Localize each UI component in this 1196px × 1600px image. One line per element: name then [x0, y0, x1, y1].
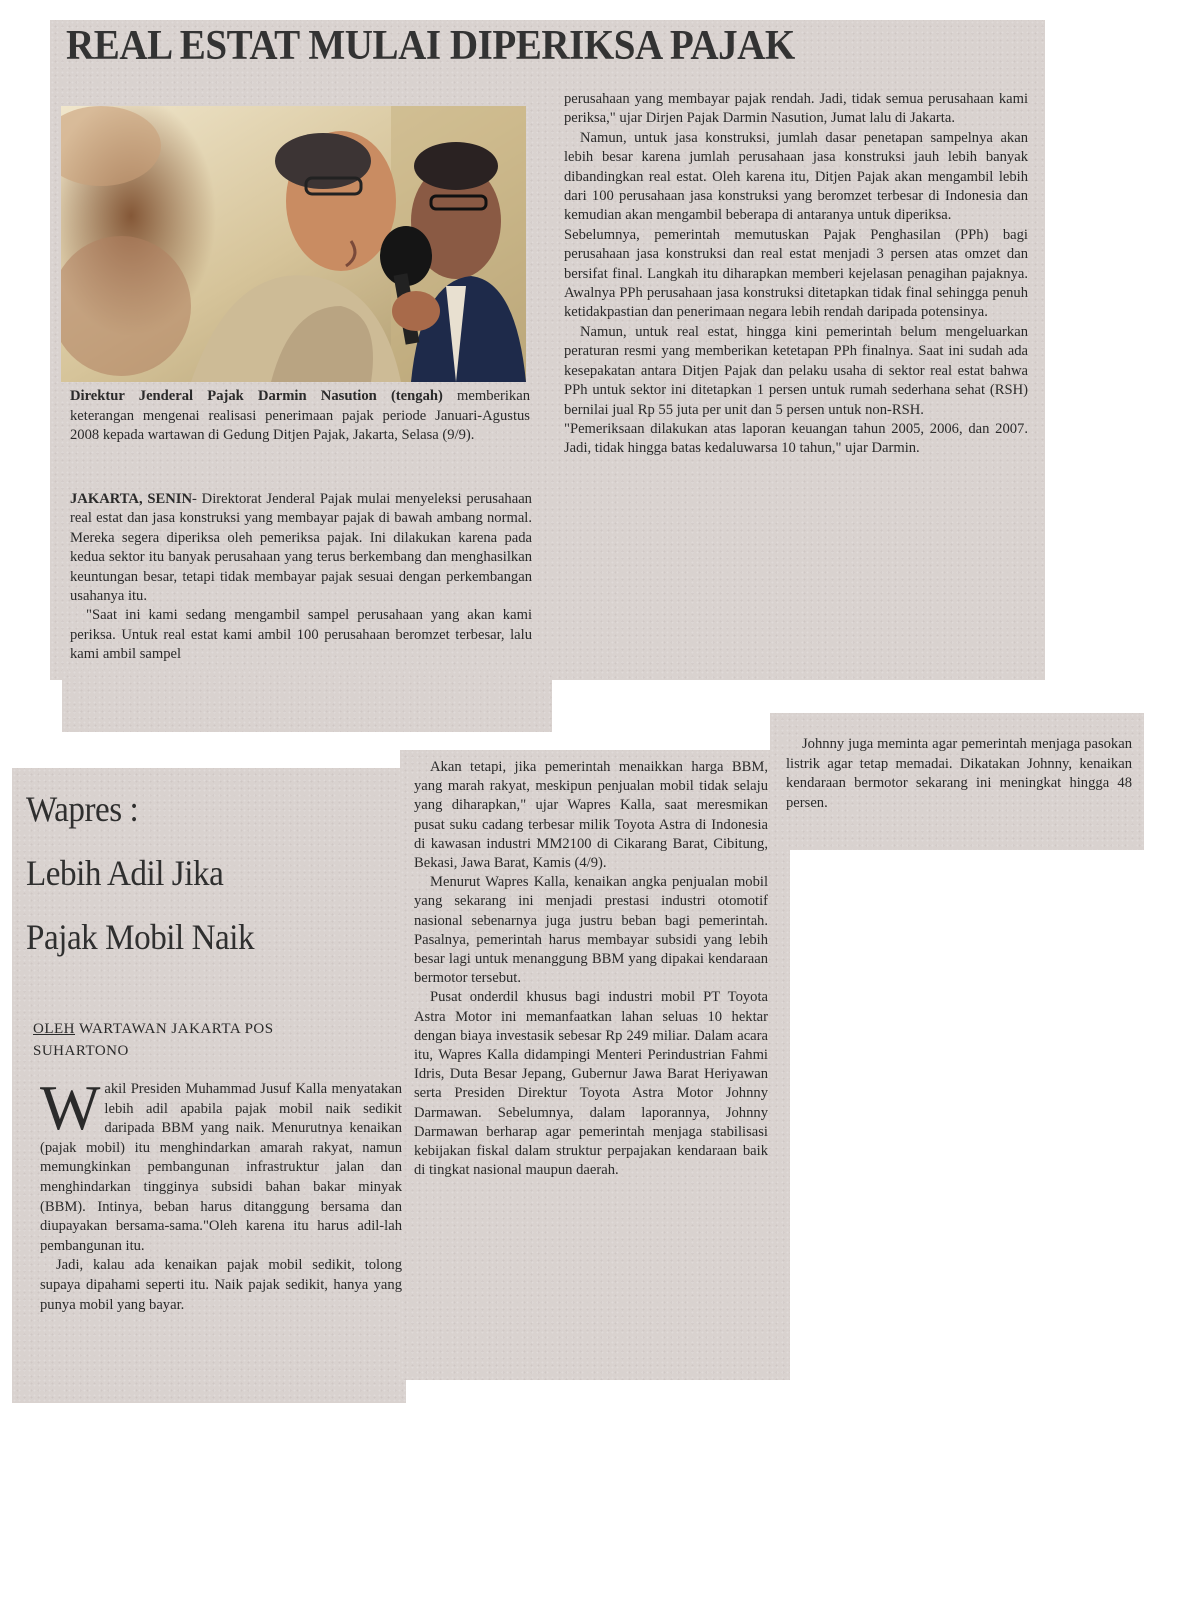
article1-column2	[564, 90, 1028, 459]
article2-column3	[786, 735, 1132, 813]
byline-outlet: WARTAWAN JAKARTA POS	[75, 1021, 274, 1037]
article1-paragraph: "Saat ini kami sedang mengambil sampel perusahaan yang akan kami periksa. Untuk real estat kami ambil 100 perusahaan beromzet terbesar, lalu kami ambil sampel	[70, 607, 532, 663]
article1-paragraph: Namun, untuk real estat, hingga kini pemerintah belum mengeluarkan peraturan resmi yang memberikan ketetapan PPh finalnya. Saat ini sudah ada kesepakatan antara Ditjen Pajak dan pelaku usaha di sektor real estat bahwa PPh untuk sektor ini ditetapkan 1 persen untuk rumah sederhana sehat (RSH) bernilai jual Rp 55 juta per unit dan 5 persen untuk non-RSH.	[564, 323, 1028, 418]
article2-paragraph: Menurut Wapres Kalla, kenaikan angka penjualan mobil yang sekarang ini menjadi prestasi industri otomotif nasional sebenarnya juga justru beban bagi pemerintah. Pasalnya, pemerintah harus membayar subsidi yang lebih besar lagi untuk menanggung BBM yang dipakai kendaraan bermotor tersebut.	[414, 874, 768, 987]
article1-paragraph: - Direktorat Jenderal Pajak mulai menyeleksi perusahaan real estat dan jasa konstruksi yang membayar pajak di bawah ambang normal. Mereka segera diperiksa oleh pemeriksa pajak. Ini dilakukan karena pada kedua sektor itu banyak perusahaan yang terus berkembang dan menghasilkan keuntungan besar, tetapi tidak membayar pajak sesuai dengan perkembangan usahanya itu.	[70, 491, 532, 605]
headline-real-estat: REAL ESTAT MULAI DIPERIKSA PAJAK	[66, 23, 795, 69]
news-photo	[61, 106, 526, 382]
headline-wapres-1: Wapres :	[26, 789, 139, 829]
byline-oleh: OLEH	[33, 1021, 75, 1037]
article2-column1	[40, 1072, 402, 1315]
article1-paragraph: Sebelumnya, pemerintah memutuskan Pajak Penghasilan (PPh) bagi perusahaan jasa konstruksi dan real estat menjadi 3 persen atas omzet dan bersifat final. Langkah itu diharapkan memberi kejelasan penagihan pajaknya. Awalnya PPh perusahaan jasa konstruksi ditetapkan tidak final sehingga penuh ketidakpastian dan penerimaan negara lebih rendah daripada potensinya.	[564, 226, 1028, 321]
article2-paragraph: Pusat onderdil khusus bagi industri mobil PT Toyota Astra Motor ini memanfaatkan lahan seluas 10 hektar dengan biaya investasik sebesar Rp 249 miliar. Dalam acara itu, Wapres Kalla didampingi Menteri Perindustrian Fahmi Idris, Duta Besar Jepang, Gubernur Jawa Barat Heriyawan serta Presiden Direktur Toyota Astra Motor Johnny Darmawan. Sebelumnya, dalam laporannya, Johnny Darmawan berharap agar pemerintah menjaga stabilisasi kebijakan fiskal dalam struktur perpajakan kendaraan baik di tingkat nasional maupun daerah.	[414, 989, 768, 1179]
byline	[33, 1018, 274, 1062]
article2-paragraph: akil Presiden Muhammad Jusuf Kalla menyatakan lebih adil apabila pajak mobil naik sedikit daripada BBM yang naik. Menurutnya kenaikan (pajak mobil) itu menghindarkan amarah rakyat, namun memungkinkan pembangunan infrastruktur jalan dan menghindarkan tingginya subsidi bahan bakar minyak (BBM). Intinya, beban harus ditanggung bersama dan diupayakan bersama-sama."Oleh karena itu harus adil-lah pembangunan itu.	[40, 1081, 402, 1254]
headline-wapres-2: Lebih Adil Jika	[26, 853, 224, 893]
article2-paragraph: Johnny juga meminta agar pemerintah menjaga pasokan listrik agar tetap memadai. Dikatakan Johnny, kenaikan kendaraan bermotor sekarang ini meningkat hingga 48 persen.	[786, 736, 1132, 811]
dateline: JAKARTA, SENIN	[70, 491, 192, 507]
clipping-real-estat-lower	[62, 670, 552, 732]
article1-paragraph: "Pemeriksaan dilakukan atas laporan keuangan tahun 2005, 2006, dan 2007. Jadi, tidak hingga batas kedaluwarsa 10 tahun," ujar Darmin.	[564, 420, 1028, 457]
article2-paragraph: Jadi, kalau ada kenaikan pajak mobil sedikit, tolong supaya dipahami seperti itu. Naik pajak sedikit, hanya yang punya mobil yang bayar.	[40, 1257, 402, 1313]
photo-officials-icon	[61, 106, 526, 382]
drop-cap: W	[40, 1072, 101, 1143]
article2-paragraph: Akan tetapi, jika pemerintah menaikkan harga BBM, yang marah rakyat, meskipun penjualan mobil tidak selaju yang diharapkan," ujar Wapres Kalla, saat meresmikan pusat suku cadang terbesar milik Toyota Astra di Indonesia di kawasan industri MM2100 di Cikarang Barat, Cibitung, Bekasi, Jawa Barat, Kamis (4/9).	[414, 759, 768, 872]
caption-bold: Direktur Jenderal Pajak Darmin Nasution (tengah)	[70, 388, 443, 404]
article1-paragraph: Namun, untuk jasa konstruksi, jumlah dasar penetapan sampelnya akan lebih besar karena jumlah perusahaan jasa konstruksi jauh lebih banyak dibandingkan real estat. Oleh karena itu, Ditjen Pajak akan mengambil lebih dari 100 perusahaan jasa konstruksi yang beromzet terbesar di Indonesia dan kemudian akan mengambil beberapa di antaranya untuk diperiksa.	[564, 129, 1028, 224]
photo-caption	[70, 387, 530, 446]
headline-wapres-3: Pajak Mobil Naik	[26, 917, 255, 957]
article1-column1	[70, 490, 532, 665]
caption-text: memberikan keterangan mengenai realisasi penerimaan pajak periode Januari-Agustus 2008 kepada wartawan di Gedung Ditjen Pajak, Jakarta, Selasa (9/9).	[70, 388, 530, 444]
byline-author: SUHARTONO	[33, 1043, 129, 1059]
article1-paragraph: perusahaan yang membayar pajak rendah. Jadi, tidak semua perusahaan kami periksa," ujar Dirjen Pajak Darmin Nasution, Jumat lalu di Jakarta.	[564, 91, 1028, 127]
article2-column2	[414, 758, 768, 1180]
